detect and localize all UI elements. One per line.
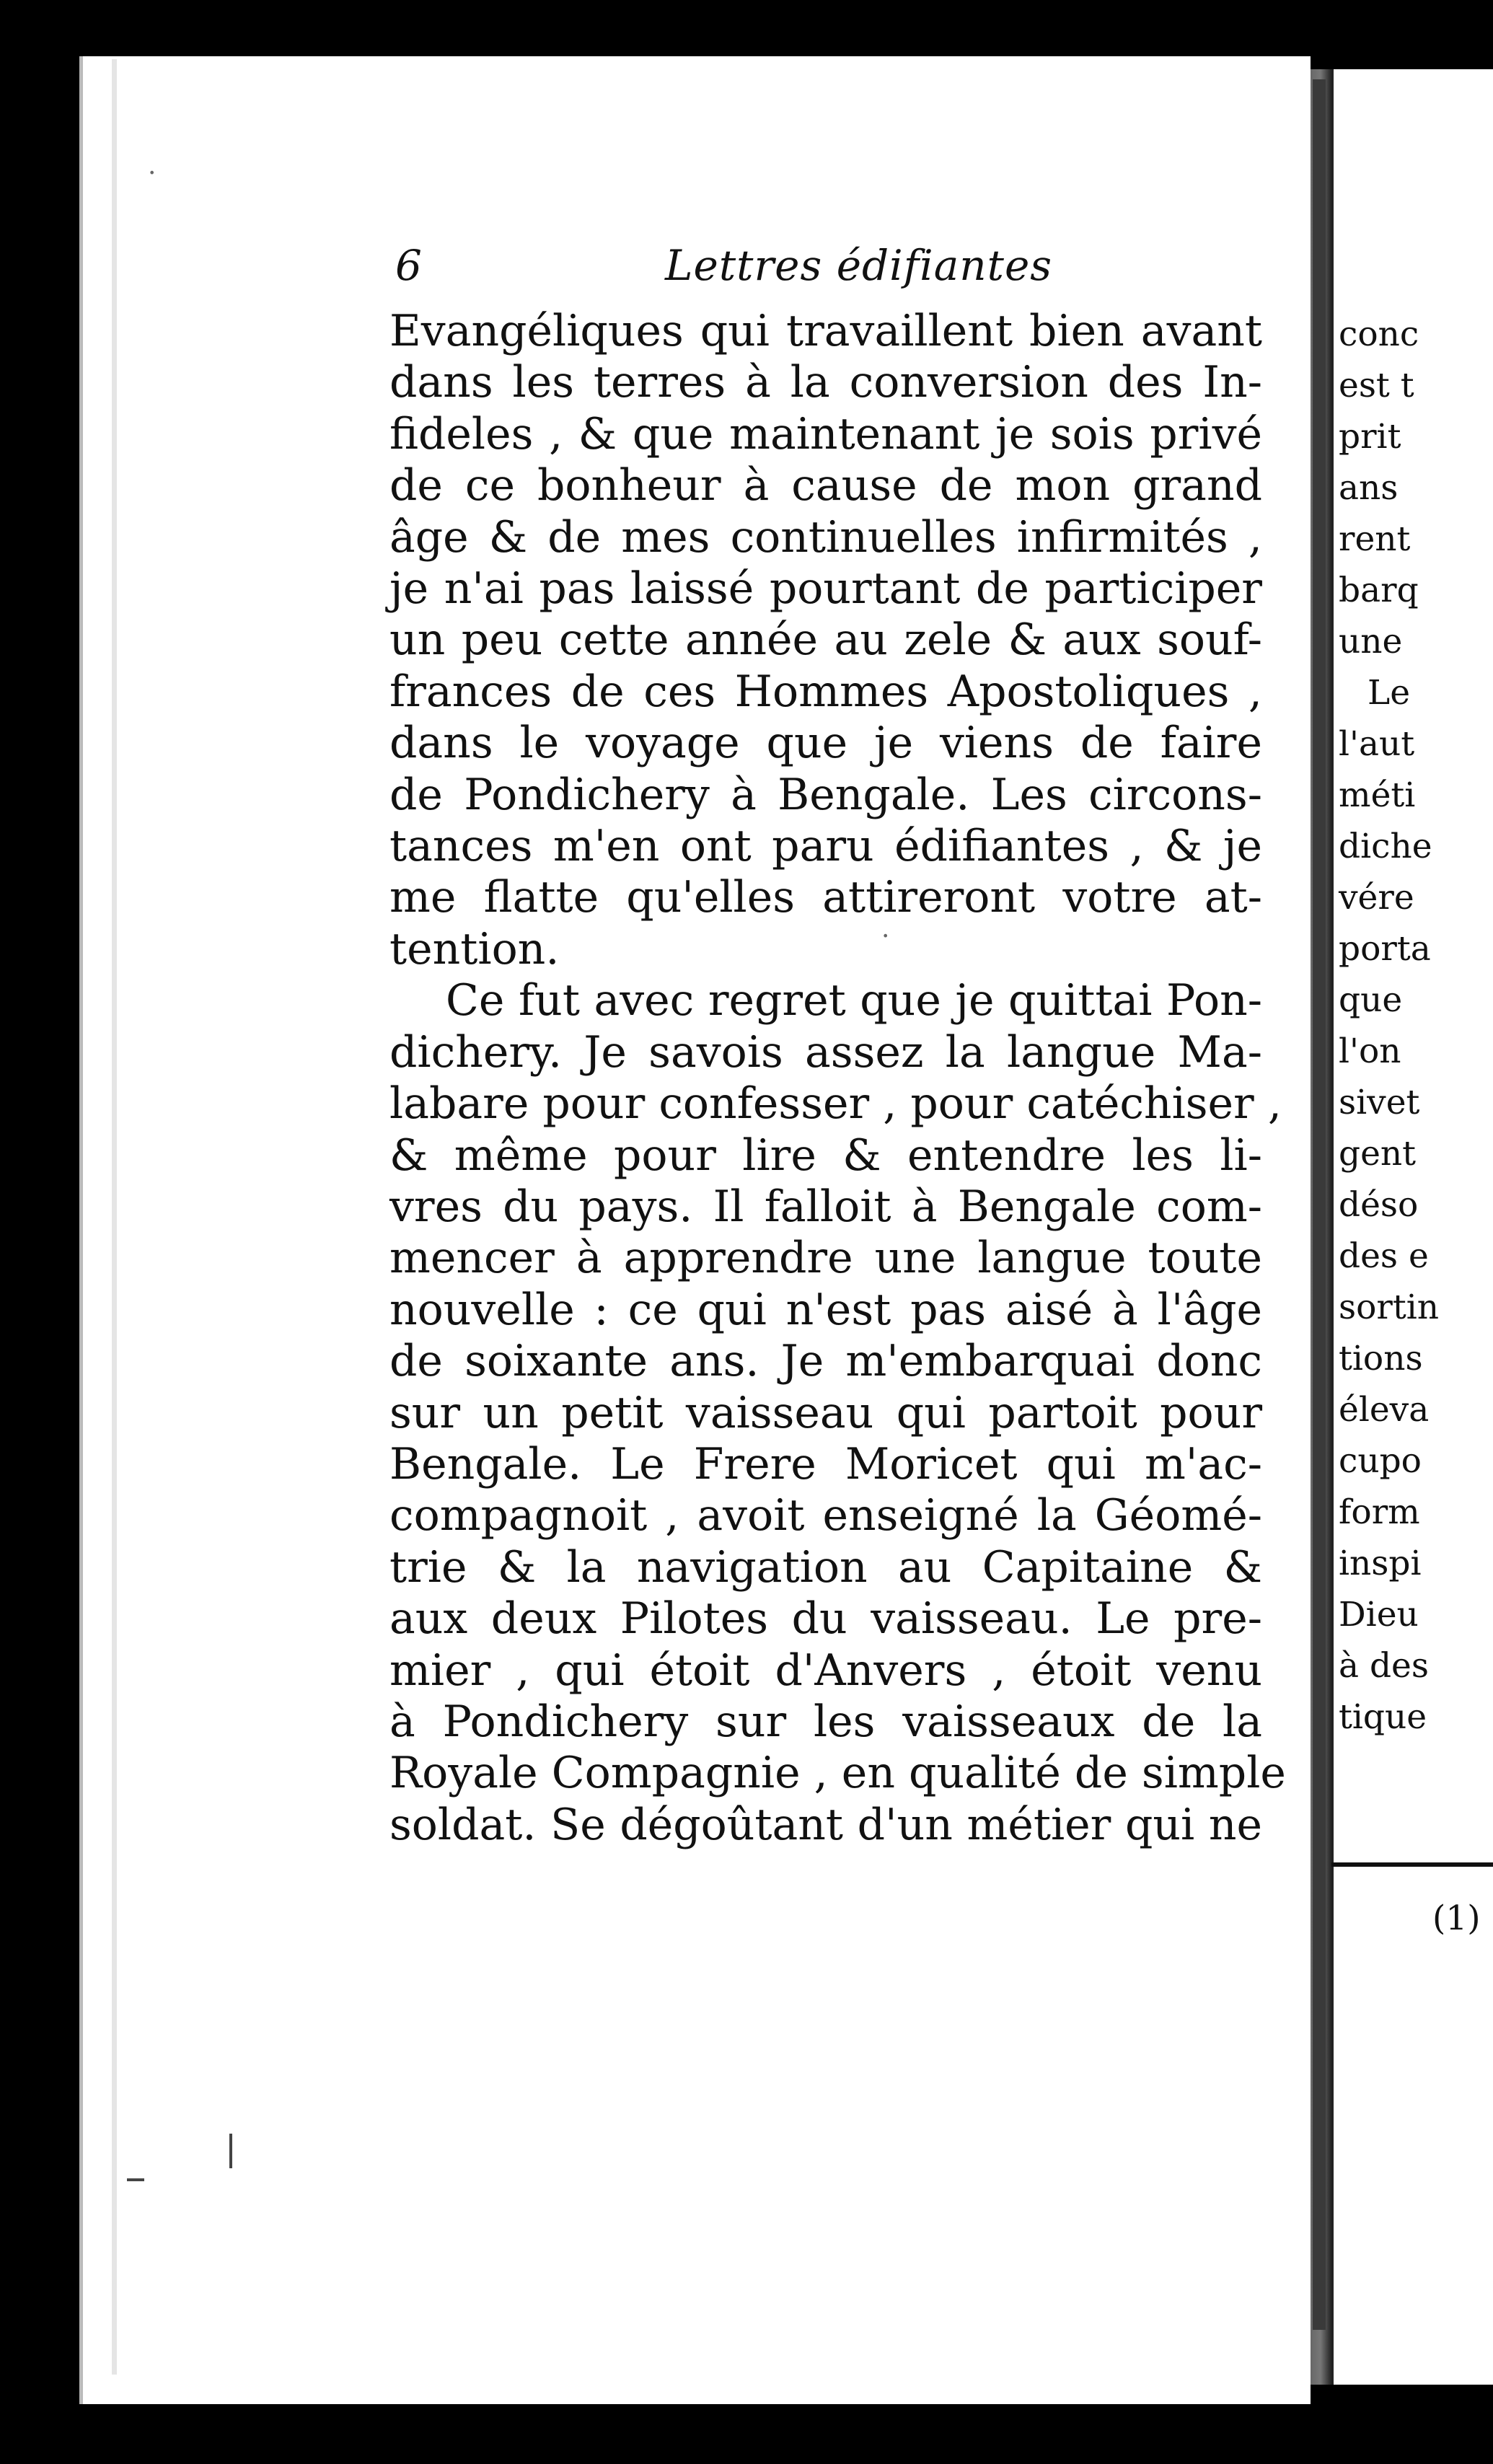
- adjacent-page-line: tions: [1339, 1339, 1423, 1378]
- text-line: mier , qui étoit d'Anvers , étoit venu: [389, 1645, 1262, 1696]
- adjacent-page-line: une: [1339, 622, 1403, 661]
- text-line: frances de ces Hommes Apostoliques ,: [389, 666, 1262, 717]
- text-line: aux deux Pilotes du vaisseau. Le pre-: [389, 1593, 1262, 1645]
- text-line: un peu cette année au zele & aux souf-: [389, 615, 1262, 666]
- paper-speck: ·: [148, 159, 157, 188]
- text-line: trie & la navigation au Capitaine &: [389, 1541, 1262, 1593]
- running-title: Lettres édifiantes: [665, 241, 1053, 290]
- body-text: [389, 306, 1286, 1851]
- adjacent-page-line: sivet: [1339, 1083, 1420, 1122]
- adjacent-page-line: barq: [1339, 571, 1419, 610]
- text-line: de ce bonheur à cause de mon grand: [389, 460, 1262, 511]
- adjacent-page-line: vére: [1339, 878, 1414, 918]
- page-edge: [112, 59, 117, 2375]
- adjacent-page-line: l'on: [1339, 1031, 1401, 1071]
- adjacent-page-line: ans: [1339, 468, 1399, 508]
- text-line: dans le voyage que je viens de faire: [389, 718, 1262, 769]
- adjacent-page-line: sortin: [1339, 1288, 1440, 1327]
- text-line: âge & de mes continuelles infirmités ,: [389, 511, 1262, 563]
- paragraph-first-line: Ce fut avec regret que je quittai Pon-: [446, 975, 1262, 1026]
- page-number: 6: [395, 241, 422, 290]
- adjacent-page-line: rent: [1339, 519, 1411, 559]
- adjacent-page-line: éleva: [1339, 1390, 1430, 1430]
- text-line: & même pour lire & entendre les li-: [389, 1130, 1262, 1181]
- adjacent-page-line: des e: [1339, 1236, 1429, 1276]
- adjacent-page-line: gent: [1339, 1134, 1417, 1174]
- adjacent-page-line: form: [1339, 1492, 1420, 1532]
- adjacent-page-line: Dieu: [1339, 1595, 1419, 1634]
- text-line: labare pour confesser , pour catéchiser ,: [389, 1078, 1282, 1130]
- text-line: sur un petit vaisseau qui partoit pour: [389, 1387, 1262, 1438]
- text-line: nouvelle : ce qui n'est pas aisé à l'âge: [389, 1284, 1262, 1335]
- adjacent-page-line: que: [1339, 980, 1403, 1020]
- text-line: Royale Compagnie , en qualité de simple: [389, 1748, 1286, 1799]
- paper-mark: [127, 2178, 144, 2181]
- adjacent-page-line: est t: [1339, 366, 1414, 405]
- adjacent-page-line: porta: [1339, 929, 1431, 969]
- adjacent-page-line: prit: [1339, 417, 1401, 457]
- text-line: fideles , & que maintenant je sois privé: [389, 408, 1262, 459]
- adjacent-page-line: inspi: [1339, 1544, 1422, 1583]
- text-line: soldat. Se dégoûtant d'un métier qui ne: [389, 1799, 1262, 1850]
- text-line: me flatte qu'elles attireront votre at-: [389, 872, 1262, 923]
- paper-mark: [229, 2134, 232, 2168]
- adjacent-page-line: à des: [1339, 1646, 1429, 1686]
- text-line: dans les terres à la conversion des In-: [389, 357, 1262, 408]
- footnote-separator: [1331, 1862, 1493, 1867]
- adjacent-page-line: tique: [1339, 1697, 1427, 1737]
- text-line: tances m'en ont paru édifiantes , & je: [389, 821, 1262, 872]
- text-line: compagnoit , avoit enseigné la Géomé-: [389, 1490, 1262, 1541]
- text-line: à Pondichery sur les vaisseaux de la: [389, 1696, 1262, 1747]
- text-line: dichery. Je savois assez la langue Ma-: [389, 1026, 1262, 1078]
- adjacent-page-line: cupo: [1339, 1441, 1422, 1481]
- paper-speck: ·: [881, 922, 890, 951]
- adjacent-page-line: diche: [1339, 827, 1432, 866]
- adjacent-page-line: conc: [1339, 314, 1419, 354]
- footnote-marker: (1): [1432, 1898, 1481, 1938]
- text-line: je n'ai pas laissé pourtant de participer: [389, 563, 1262, 615]
- adjacent-page-line: Le: [1368, 673, 1411, 713]
- text-line: Bengale. Le Frere Moricet qui m'ac-: [389, 1438, 1262, 1490]
- text-line: Evangéliques qui travaillent bien avant: [389, 306, 1262, 356]
- adjacent-page-line: méti: [1339, 775, 1416, 815]
- text-line: de soixante ans. Je m'embarquai donc: [389, 1336, 1262, 1387]
- gutter-shadow: [1313, 79, 1326, 2330]
- text-line: vres du pays. Il falloit à Bengale com-: [389, 1181, 1262, 1232]
- adjacent-page-line: déso: [1339, 1185, 1419, 1225]
- text-line: mencer à apprendre une langue toute: [389, 1233, 1262, 1284]
- page-header: [395, 241, 1268, 291]
- adjacent-page-line: l'aut: [1339, 724, 1415, 764]
- text-line: tention.: [389, 923, 560, 974]
- text-line: de Pondichery à Bengale. Les circons-: [389, 769, 1262, 820]
